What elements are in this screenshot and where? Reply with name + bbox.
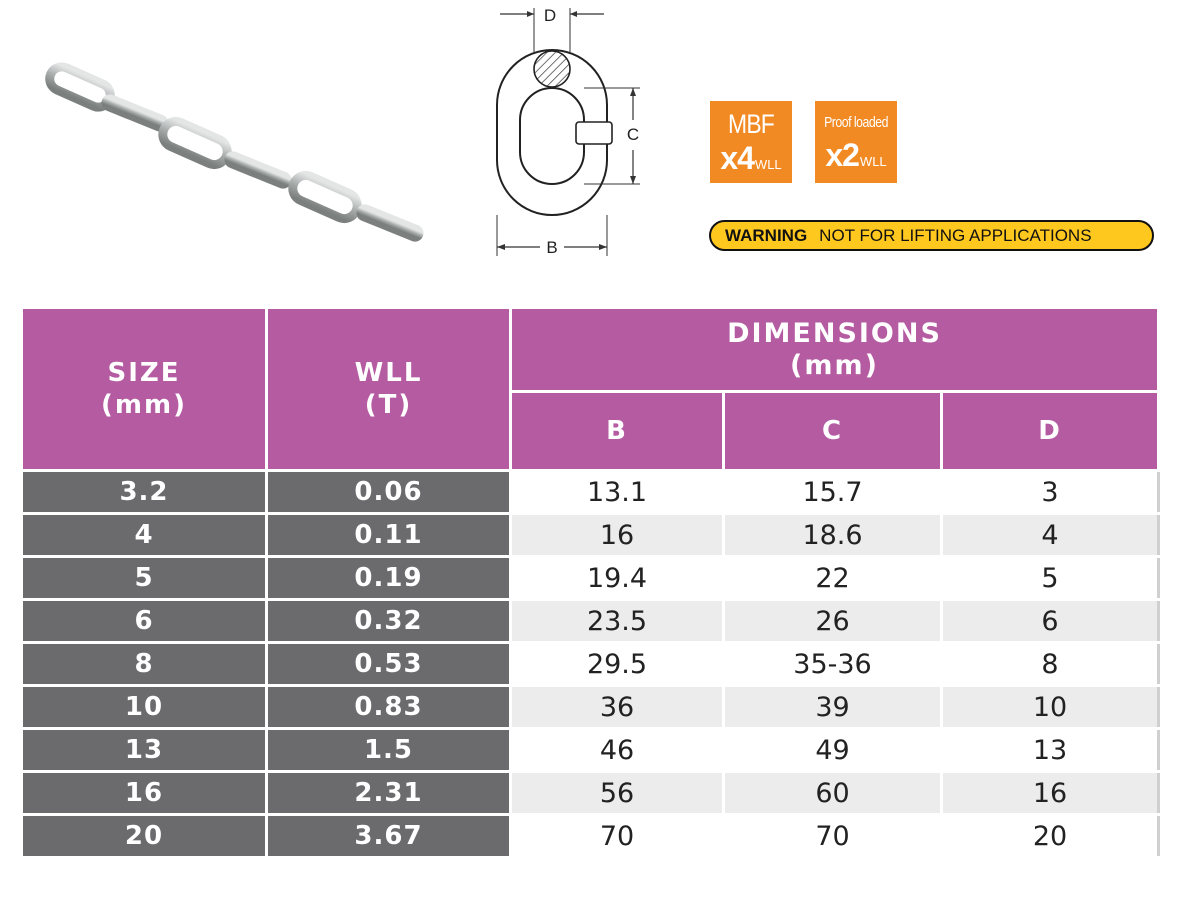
warning-text: NOT FOR LIFTING APPLICATIONS xyxy=(819,226,1092,245)
cell-c: 26 xyxy=(724,600,942,643)
cell-size: 3.2 xyxy=(22,471,267,514)
cell-b: 16 xyxy=(511,514,724,557)
table-row xyxy=(22,600,1159,643)
cell-b: 29.5 xyxy=(511,643,724,686)
chain-spec-table xyxy=(20,306,1160,859)
cell-b: 36 xyxy=(511,686,724,729)
cell-d: 13 xyxy=(942,729,1159,772)
cell-c: 49 xyxy=(724,729,942,772)
header-d: D xyxy=(942,392,1159,471)
cell-d: 5 xyxy=(942,557,1159,600)
cell-d: 16 xyxy=(942,772,1159,815)
cell-c: 22 xyxy=(724,557,942,600)
table-row xyxy=(22,729,1159,772)
dim-c-label: C xyxy=(626,125,640,144)
header-b: B xyxy=(511,392,724,471)
cell-wll: 0.06 xyxy=(267,471,511,514)
cell-c: 15.7 xyxy=(724,471,942,514)
cell-size: 16 xyxy=(22,772,267,815)
table-row xyxy=(22,514,1159,557)
mbf-badge-title: MBF xyxy=(728,109,774,139)
cell-b: 23.5 xyxy=(511,600,724,643)
header-dimensions: DIMENSIONS (mm) xyxy=(511,308,1159,392)
dim-b-label: B xyxy=(546,238,558,257)
cell-d: 3 xyxy=(942,471,1159,514)
header-size: SIZE (mm) xyxy=(22,308,267,471)
cell-wll: 2.31 xyxy=(267,772,511,815)
warning-banner xyxy=(709,220,1154,251)
table-row xyxy=(22,471,1159,514)
cell-b: 46 xyxy=(511,729,724,772)
cell-wll: 3.67 xyxy=(267,815,511,858)
cell-size: 8 xyxy=(22,643,267,686)
cell-wll: 0.32 xyxy=(267,600,511,643)
mbf-badge xyxy=(710,101,792,183)
cell-d: 6 xyxy=(942,600,1159,643)
cell-wll: 0.19 xyxy=(267,557,511,600)
cell-d: 10 xyxy=(942,686,1159,729)
cell-c: 35-36 xyxy=(724,643,942,686)
cell-size: 20 xyxy=(22,815,267,858)
cell-d: 8 xyxy=(942,643,1159,686)
header-wll: WLL (T) xyxy=(267,308,511,471)
cell-size: 6 xyxy=(22,600,267,643)
cell-wll: 1.5 xyxy=(267,729,511,772)
table-row xyxy=(22,686,1159,729)
cell-wll: 0.11 xyxy=(267,514,511,557)
table-row xyxy=(22,557,1159,600)
chain-image xyxy=(40,55,460,255)
warning-label: WARNING xyxy=(725,226,808,245)
proof-badge-unit: WLL xyxy=(859,154,887,169)
dim-d-label: D xyxy=(543,6,557,25)
proof-badge-title: Proof loaded xyxy=(824,114,888,131)
cell-d: 20 xyxy=(942,815,1159,858)
cell-size: 13 xyxy=(22,729,267,772)
mbf-badge-unit: WLL xyxy=(754,157,782,172)
cell-b: 70 xyxy=(511,815,724,858)
cell-d: 4 xyxy=(942,514,1159,557)
cell-c: 39 xyxy=(724,686,942,729)
table-row xyxy=(22,772,1159,815)
cell-wll: 0.53 xyxy=(267,643,511,686)
proof-badge-multiplier: x2 xyxy=(825,137,859,173)
link-dimension-diagram xyxy=(480,0,650,265)
cell-b: 19.4 xyxy=(511,557,724,600)
cell-size: 5 xyxy=(22,557,267,600)
cell-b: 13.1 xyxy=(511,471,724,514)
cell-size: 10 xyxy=(22,686,267,729)
table-row xyxy=(22,815,1159,858)
cell-c: 60 xyxy=(724,772,942,815)
table-row xyxy=(22,643,1159,686)
cell-b: 56 xyxy=(511,772,724,815)
proof-loaded-badge xyxy=(815,101,897,183)
cell-c: 18.6 xyxy=(724,514,942,557)
mbf-badge-multiplier: x4 xyxy=(720,140,754,176)
header-c: C xyxy=(724,392,942,471)
cell-size: 4 xyxy=(22,514,267,557)
cell-c: 70 xyxy=(724,815,942,858)
cell-wll: 0.83 xyxy=(267,686,511,729)
